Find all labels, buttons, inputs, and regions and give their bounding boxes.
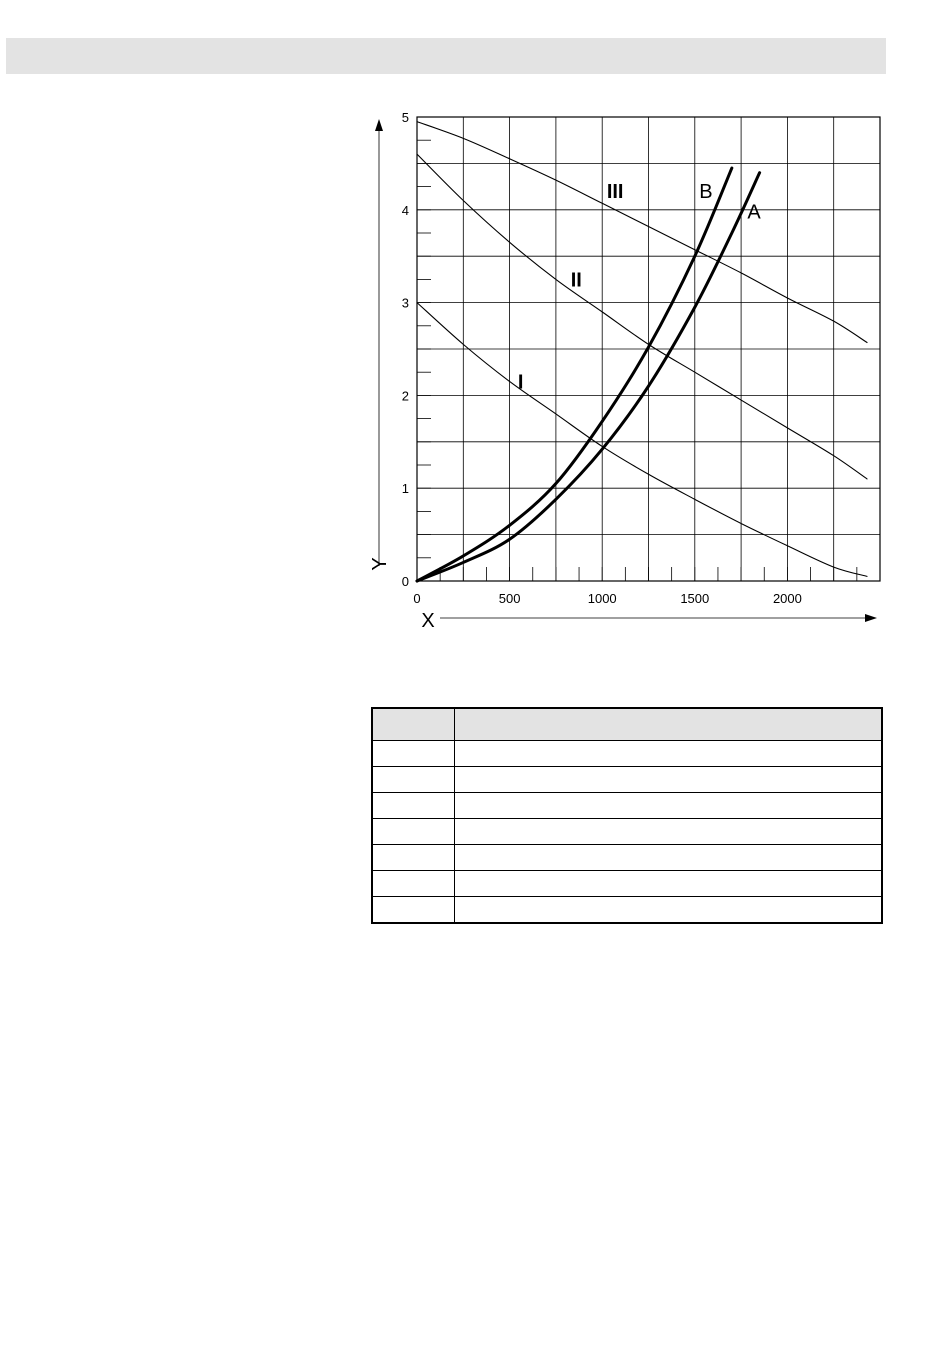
table-header-cell	[455, 708, 883, 741]
table-cell	[372, 845, 455, 871]
curve-label-A: A	[747, 201, 761, 224]
chart-series	[417, 122, 867, 581]
curve-label-III: III	[606, 181, 624, 204]
table-cell	[455, 767, 883, 793]
table-header-row	[372, 708, 882, 741]
table-cell	[372, 871, 455, 897]
table-row	[372, 845, 882, 871]
x-tick-label: 2000	[772, 591, 802, 606]
table-cell	[455, 741, 883, 767]
table-cell	[455, 897, 883, 924]
y-tick-label: 4	[401, 202, 409, 218]
table-row	[372, 897, 882, 924]
y-tick-label: 1	[401, 481, 409, 497]
y-tick-label: 2	[401, 388, 409, 404]
table-row	[372, 819, 882, 845]
table-row	[372, 767, 882, 793]
table-cell	[455, 845, 883, 871]
table-cell	[372, 897, 455, 924]
series-A-line	[417, 173, 760, 581]
table-header-cell	[372, 708, 455, 741]
x-axis-arrowhead	[865, 614, 877, 622]
series-I-line	[417, 303, 867, 577]
x-tick-label: 1500	[680, 591, 710, 606]
series-II-line	[417, 154, 867, 479]
y-tick-label: 3	[401, 295, 409, 311]
table-cell	[455, 793, 883, 819]
table-row	[372, 871, 882, 897]
table-cell	[455, 871, 883, 897]
x-tick-label: 0	[413, 591, 421, 606]
spec-table	[371, 707, 883, 924]
x-tick-label: 1000	[587, 591, 617, 606]
table-row	[372, 741, 882, 767]
curve-label-II: II	[570, 269, 582, 292]
table-cell	[372, 819, 455, 845]
table-cell	[455, 819, 883, 845]
y-tick-label: 5	[401, 110, 409, 125]
series-B-line	[417, 168, 732, 581]
curve-label-I: I	[517, 371, 524, 394]
y-tick-label: 0	[401, 574, 409, 589]
table-cell	[372, 793, 455, 819]
table-cell	[372, 741, 455, 767]
y-axis-arrowhead	[375, 119, 383, 131]
curve-label-B: B	[699, 181, 713, 204]
x-axis-title: X	[421, 610, 435, 632]
table-cell	[372, 767, 455, 793]
series-III-line	[417, 122, 867, 343]
y-axis-title: Y	[369, 557, 391, 571]
table-row	[372, 793, 882, 819]
x-tick-label: 500	[498, 591, 521, 606]
